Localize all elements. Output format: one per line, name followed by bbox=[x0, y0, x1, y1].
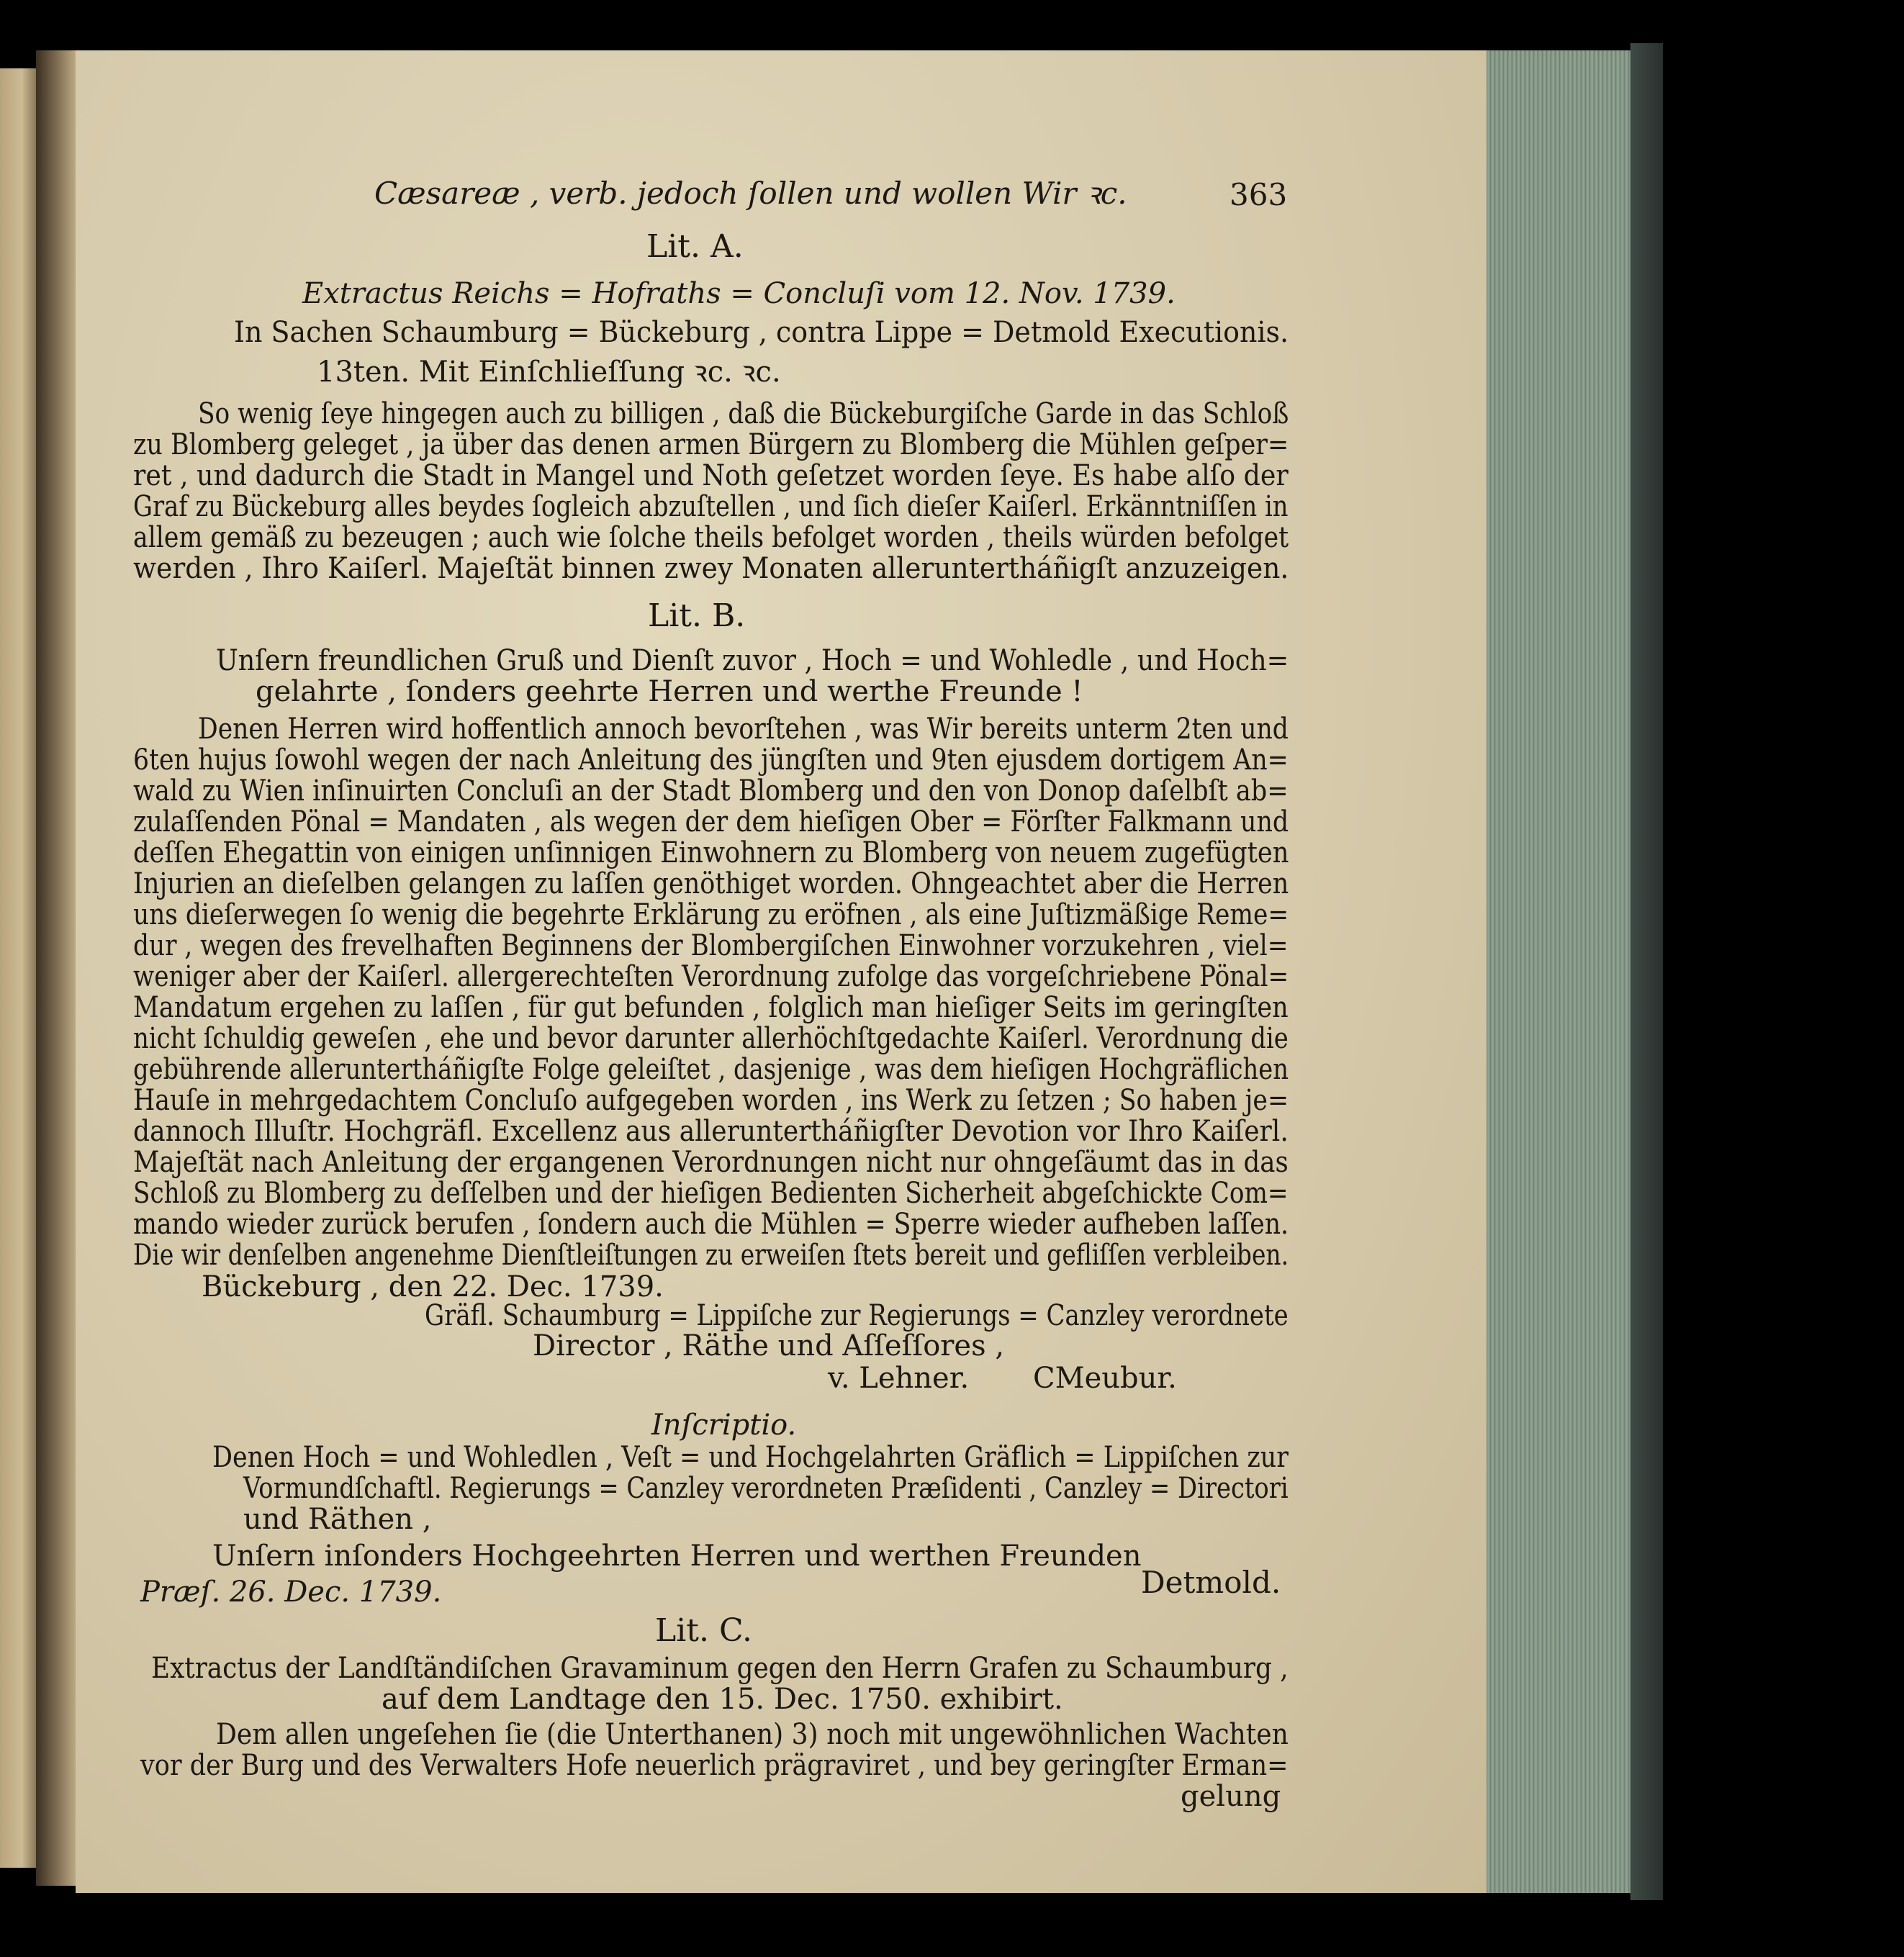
lit-b-body-line: nicht ſchuldig geweſen , ehe und bevor darunter allerhöchſtgedachte Kaiſerl. Verordnung die bbox=[133, 1022, 1289, 1055]
signature-second: CMeubur. bbox=[1033, 1362, 1177, 1395]
lit-c-body-line: vor der Burg und des Verwalters Hofe neuerlich prägraviret , und bey geringſter Erman= bbox=[140, 1749, 1289, 1782]
destination: Detmold. bbox=[1141, 1565, 1281, 1600]
lit-b-signatory-line: Gräfl. Schaumburg = Lippiſche zur Regierungs = Canzley verordnete bbox=[425, 1299, 1289, 1332]
inscriptio-line: Vormundſchaftl. Regierungs = Canzley verordneten Præſidenti , Canzley = Directori bbox=[243, 1472, 1289, 1505]
lit-b-body-line: zulaſſenden Pönal = Mandaten , als wegen der dem hieſigen Ober = Förſter Falkmann und bbox=[133, 805, 1289, 839]
lit-b-body-line: 6ten hujus ſowohl wegen der nach Anleitung des jüngſten und 9ten ejusdem dortigem An= bbox=[133, 744, 1289, 777]
lit-c-title-line: Extractus der Landſtändiſchen Gravaminum gegen den Herrn Grafen zu Schaumburg , bbox=[151, 1652, 1289, 1685]
praes-date: Præſ. 26. Dec. 1739. bbox=[140, 1576, 442, 1609]
lit-b-body-line: gebührende alleruntertháñigſte Folge geleiſtet , dasjenige , was dem hieſigen Hochgräflichen bbox=[133, 1053, 1289, 1086]
lit-b-salutation-line: gelahrte , ſonders geehrte Herren und werthe Freunde ! bbox=[256, 675, 1083, 708]
page-edges bbox=[1486, 50, 1630, 1893]
page-number: 363 bbox=[1230, 177, 1288, 212]
lit-b-body-line: Majeſtät nach Anleitung der ergangenen Verordnungen nicht nur ohngeſäumt das in das bbox=[133, 1146, 1289, 1179]
lit-b-body-line: Schloß zu Blomberg zu deſſelben und der hieſigen Bedienten Sicherheit abgeſchickte Com= bbox=[133, 1177, 1289, 1210]
left-page-edge bbox=[0, 68, 36, 1868]
lit-b-body-line: dannoch Illuſtr. Hochgräfl. Excellenz aus alleruntertháñigſter Devotion vor Ihro Kaiſerl. bbox=[133, 1115, 1289, 1148]
lit-b-body-line: dur , wegen des frevelhaften Beginnens der Blombergiſchen Einwohner vorzukehren , viel= bbox=[133, 929, 1289, 962]
lit-b-body-line: deſſen Ehegattin von einigen unſinnigen Einwohnern zu Blomberg von neuem zugefügten bbox=[133, 836, 1289, 869]
lit-a-body-line: zu Blomberg geleget , ja über das denen armen Bürgern zu Blomberg die Mühlen geſper= bbox=[133, 428, 1289, 461]
lit-b-date: Bückeburg , den 22. Dec. 1739. bbox=[202, 1270, 664, 1303]
lit-a-body-line: Graf zu Bückeburg alles beydes ſogleich abzuſtellen , und ſich dieſer Kaiſerl. Erkänntniſſen in bbox=[133, 490, 1289, 523]
lit-c-body-line: Dem allen ungeſehen ſie (die Unterthanen) 3) noch mit ungewöhnlichen Wachten bbox=[216, 1718, 1289, 1751]
lit-b-body-line: weniger aber der Kaiſerl. allergerechteſten Verordnung zufolge das vorgeſchriebene Pönal= bbox=[133, 960, 1289, 993]
inscriptio-line: und Räthen , bbox=[243, 1503, 432, 1536]
lit-a-heading: Lit. A. bbox=[646, 228, 744, 265]
lit-c-title-line: auf dem Landtage den 15. Dec. 1750. exhibirt. bbox=[382, 1683, 1063, 1716]
lit-a-body-line: ret , und dadurch die Stadt in Mangel und Noth geſetzet worden ſeye. Es habe alſo der bbox=[133, 459, 1289, 492]
lit-b-body-line: Denen Herren wird hoffentlich annoch bevorſtehen , was Wir bereits unterm 2ten und bbox=[198, 713, 1289, 746]
book-gutter bbox=[36, 50, 76, 1886]
inscriptio-closing: Unſern inſonders Hochgeehrten Herren und werthen Freunden bbox=[212, 1540, 1142, 1573]
catchword: gelung bbox=[1181, 1780, 1281, 1813]
inscriptio-heading: Inſcriptio. bbox=[651, 1409, 797, 1442]
inscriptio-line: Denen Hoch = und Wohledlen , Veſt = und Hochgelahrten Gräflich = Lippiſchen zur bbox=[212, 1441, 1289, 1474]
lit-b-body-line: uns dieſerwegen ſo wenig die begehrte Erklärung zu eröfnen , als eine Juſtizmäßige Reme= bbox=[133, 898, 1289, 931]
running-title: Cæsareæ , verb. jedoch ſollen und wollen Wir ꝛc. bbox=[374, 176, 1127, 211]
lit-a-title: Extractus Reichs = Hofraths = Concluſi vom 12. Nov. 1739. bbox=[302, 277, 1176, 310]
lit-c-heading: Lit. C. bbox=[655, 1612, 753, 1649]
lit-b-body-line: Injurien an dieſelben gelangen zu laſſen genöthiget worden. Ohngeachtet aber die Herren bbox=[133, 867, 1289, 900]
lit-a-case: In Sachen Schaumburg = Bückeburg , contra Lippe = Detmold Executionis. bbox=[234, 316, 1289, 349]
lit-a-body-line: allem gemäß zu bezeugen ; auch wie ſolche theils befolget worden , theils würden befolget bbox=[133, 521, 1289, 554]
book-cover bbox=[1630, 43, 1663, 1900]
lit-b-body-line: mando wieder zurück berufen , ſondern auch die Mühlen = Sperre wieder aufheben laſſen. bbox=[133, 1208, 1289, 1241]
lit-b-body-line: wald zu Wien inſinuirten Concluſi an der Stadt Blomberg und den von Donop daſelbſt ab= bbox=[133, 774, 1289, 808]
lit-a-body-line: werden , Ihro Kaiſerl. Majeſtät binnen zwey Monaten alleruntertháñigſt anzuzeigen. bbox=[133, 552, 1289, 585]
lit-b-heading: Lit. B. bbox=[648, 597, 746, 634]
signature-lehner: v. Lehner. bbox=[828, 1362, 970, 1395]
lit-b-body-line: Mandatum ergehen zu laſſen , für gut befunden , folglich man hieſiger Seits im geringſten bbox=[133, 991, 1289, 1024]
lit-a-body-line: So wenig ſeye hingegen auch zu billigen , daß die Bückeburgiſche Garde in das Schloß bbox=[198, 397, 1289, 430]
lit-b-body-line: Hauſe in mehrgedachtem Concluſo aufgegeben worden , ins Werk zu ſetzen ; So haben je= bbox=[133, 1084, 1289, 1117]
lit-a-clause: 13ten. Mit Einſchlieſſung ꝛc. ꝛc. bbox=[317, 356, 781, 389]
lit-b-salutation-line: Unſern freundlichen Gruß und Dienſt zuvor , Hoch = und Wohledle , und Hoch= bbox=[216, 644, 1289, 677]
lit-b-signatory-line: Director , Räthe und Aſſeſſores , bbox=[533, 1329, 1005, 1362]
lit-b-body-line: Die wir denſelben angenehme Dienſtleiſtungen zu erweiſen ſtets bereit und gefliſſen verbleiben. bbox=[133, 1239, 1289, 1272]
